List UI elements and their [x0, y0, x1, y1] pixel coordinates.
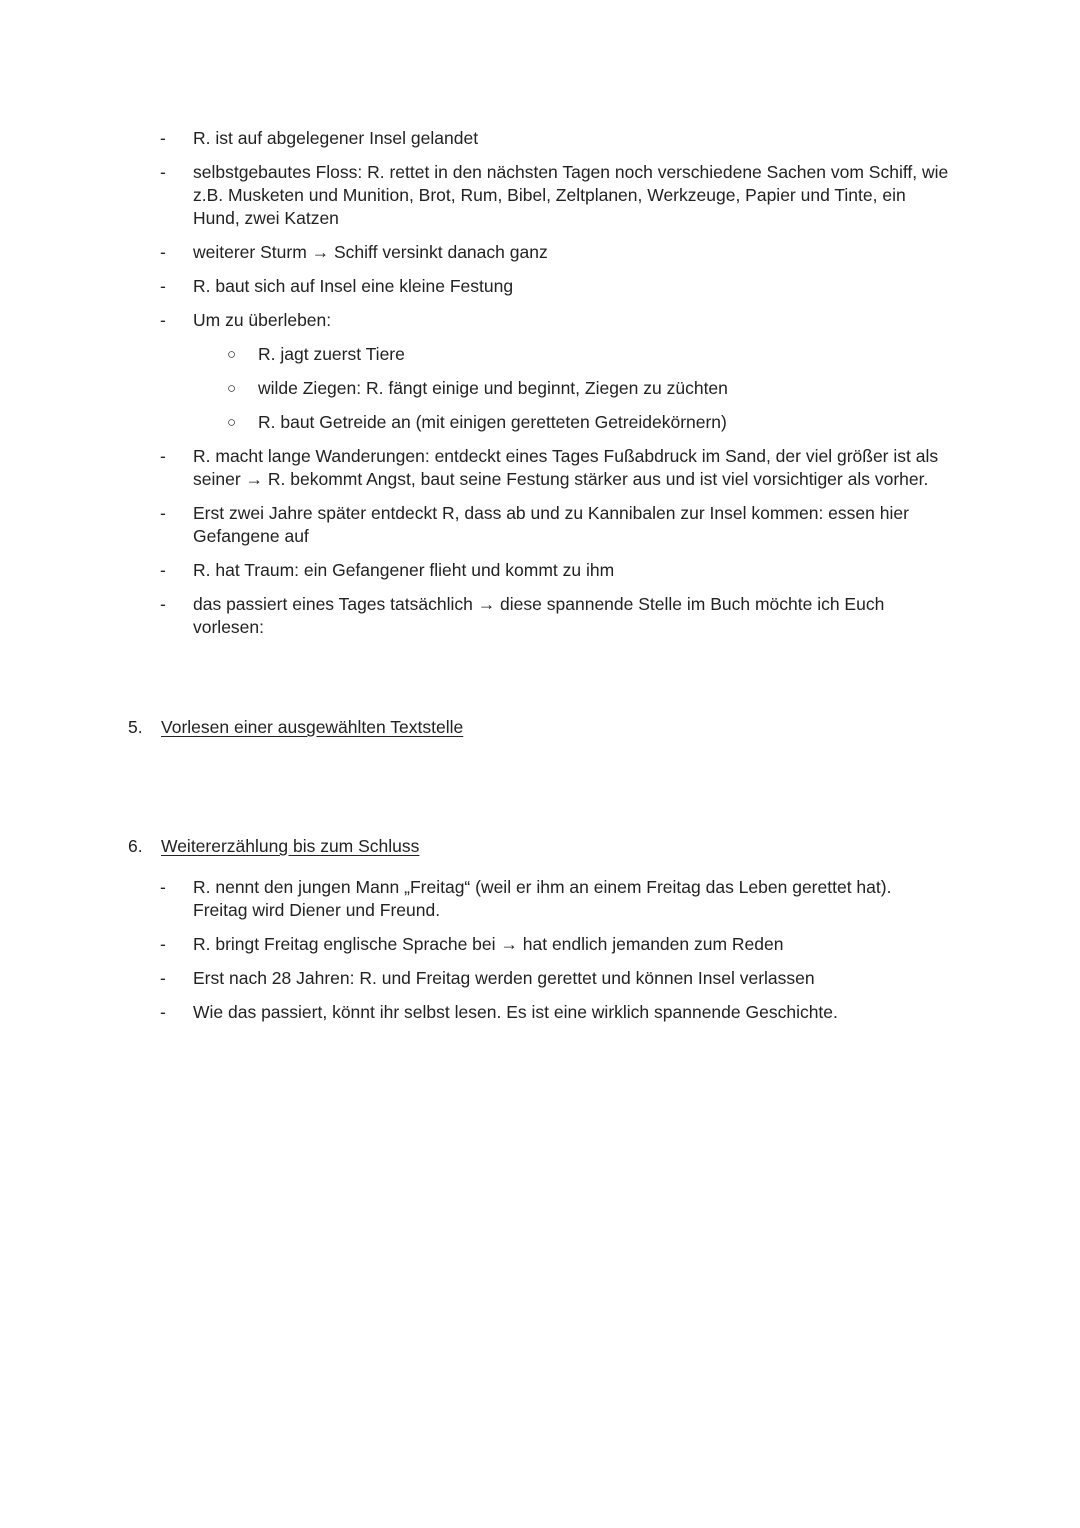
section-title: Vorlesen einer ausgewählten Textstelle: [161, 717, 464, 737]
list-item: [160, 502, 950, 548]
circle-bullet: ○: [227, 414, 237, 431]
sublist-item-text: wilde Ziegen: R. fängt einige und beginnt, Ziegen zu züchten: [258, 378, 728, 398]
list-item: [160, 876, 950, 922]
section-6-heading: [128, 835, 828, 858]
list-item: [160, 967, 950, 990]
list-item: [160, 445, 950, 491]
list-item-text: R. baut sich auf Insel eine kleine Festung: [193, 276, 514, 296]
section-title: Weitererzählung bis zum Schluss: [161, 836, 420, 856]
list-item-text: das passiert eines Tages tatsächlich → diese spannende Stelle im Buch möchte ich Euch vorlesen:: [193, 594, 885, 637]
circle-bullet: ○: [227, 380, 237, 397]
list-item: [160, 1001, 950, 1024]
list-item: [160, 559, 950, 582]
list-item-text: R. bringt Freitag englische Sprache bei → hat endlich jemanden zum Reden: [193, 934, 784, 954]
dash-bullet: -: [160, 162, 166, 182]
list-item: [160, 593, 950, 639]
list-item-text: R. nennt den jungen Mann „Freitag“ (weil er ihm an einem Freitag das Leben gerettet hat). Freitag wird Diener und Freund.: [193, 877, 892, 920]
list-item: [160, 933, 950, 956]
list-item-text: Erst nach 28 Jahren: R. und Freitag werden gerettet und können Insel verlassen: [193, 968, 815, 988]
dash-bullet: -: [160, 276, 166, 296]
list-item: [160, 241, 950, 264]
dash-bullet: -: [160, 560, 166, 580]
list-item: [160, 161, 950, 230]
list-item: [160, 275, 950, 298]
dash-bullet: -: [160, 594, 166, 614]
section-5-heading: [128, 716, 828, 739]
list-item: [160, 127, 950, 150]
dash-bullet: -: [160, 503, 166, 523]
dash-bullet: -: [160, 968, 166, 988]
dash-bullet: -: [160, 128, 166, 148]
ending-summary-list: [160, 876, 950, 1035]
sublist-item: [193, 377, 950, 400]
list-item-text: Erst zwei Jahre später entdeckt R, dass ab und zu Kannibalen zur Insel kommen: essen hier Gefangene auf: [193, 503, 909, 546]
sublist-item: [193, 411, 950, 434]
section-number: 5.: [128, 717, 143, 737]
dash-bullet: -: [160, 242, 166, 262]
sublist-item-text: R. jagt zuerst Tiere: [258, 344, 405, 364]
list-item: [160, 309, 950, 434]
list-item-text: selbstgebautes Floss: R. rettet in den nächsten Tagen noch verschiedene Sachen vom Schiff, wie z.B. Musketen und Munition, Brot, Rum, Bibel, Zeltplanen, Werkzeuge, Papier und Tinte, ein Hund, zwei Katzen: [193, 162, 949, 228]
list-item-text: R. ist auf abgelegener Insel gelandet: [193, 128, 479, 148]
sublist-item-text: R. baut Getreide an (mit einigen geretteten Getreidekörnern): [258, 412, 727, 432]
dash-bullet: -: [160, 877, 166, 897]
section-number: 6.: [128, 836, 143, 856]
plot-summary-list: [160, 127, 950, 650]
dash-bullet: -: [160, 310, 166, 330]
dash-bullet: -: [160, 1002, 166, 1022]
dash-bullet: -: [160, 934, 166, 954]
list-item-text: R. macht lange Wanderungen: entdeckt eines Tages Fußabdruck im Sand, der viel größer ist als seiner → R. bekommt Angst, baut seine Festung stärker aus und ist viel vorsichtiger als vorher.: [193, 446, 939, 489]
list-item-text: weiterer Sturm → Schiff versinkt danach ganz: [193, 242, 548, 262]
list-item-text: R. hat Traum: ein Gefangener flieht und kommt zu ihm: [193, 560, 615, 580]
dash-bullet: -: [160, 446, 166, 466]
circle-bullet: ○: [227, 346, 237, 363]
sublist-item: [193, 343, 950, 366]
list-item-text: Um zu überleben:: [193, 310, 332, 330]
survival-sublist: [193, 343, 950, 434]
list-item-text: Wie das passiert, könnt ihr selbst lesen. Es ist eine wirklich spannende Geschichte.: [193, 1002, 838, 1022]
